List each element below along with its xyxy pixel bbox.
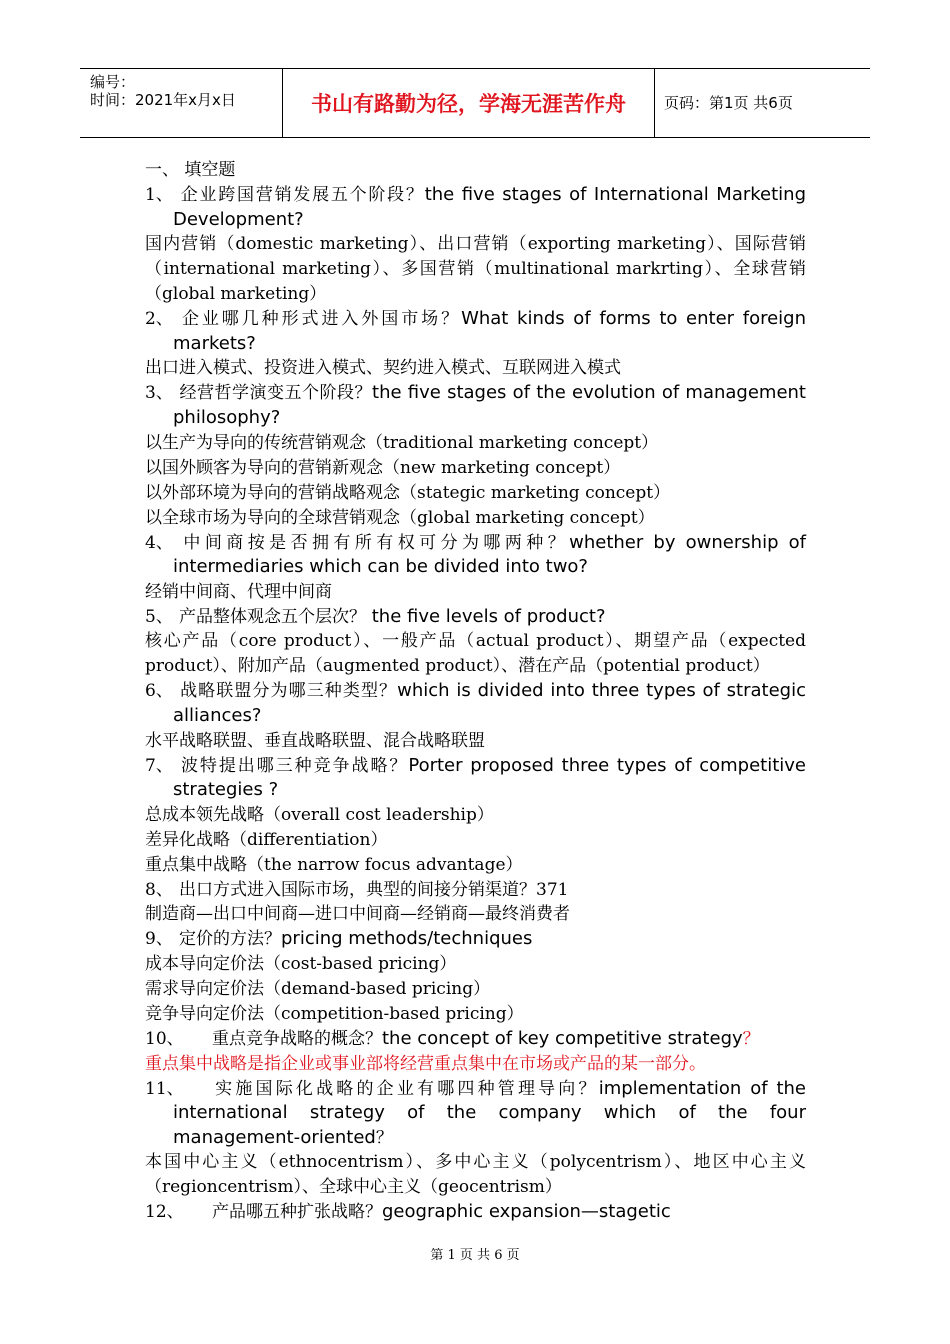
question-text-cn: 波特提出哪三种竞争战略？ (179, 755, 409, 776)
time-label: 时间：2021年x月x日 (90, 91, 236, 109)
page-footer: 第 1 页 共 6 页 (430, 1248, 520, 1263)
question-number: 6、 (145, 681, 173, 702)
answer-line: 重点集中战略是指企业或事业部将经营重点集中在市场或产品的某一部分。 (145, 1053, 706, 1074)
answer-line: 经销中间商、代理中间商 (145, 581, 332, 602)
question-number: 10、 (145, 1028, 184, 1049)
question-item (145, 1027, 806, 1052)
answer-line: 以外部环境为导向的营销战略观念（stategic marketing concept） (145, 482, 671, 503)
serial-label: 编号： (90, 73, 136, 91)
question-item (145, 605, 806, 630)
page-label: 页码：第1页 共6页 (664, 94, 793, 112)
question-text-en: the five stages of the evolution of management philosophy? (173, 382, 806, 428)
question-item (145, 381, 806, 430)
answer-line: 差异化战略（differentiation） (145, 829, 388, 850)
question-item (145, 531, 806, 580)
question-number: 11、 (145, 1078, 184, 1099)
question-item (145, 1200, 806, 1225)
question-item (145, 878, 806, 903)
question-list (145, 183, 806, 1225)
question-text-en: Porter proposed three types of competitive strategies ? (173, 754, 807, 801)
question-text-cn: 中间商按是否拥有所有权可分为哪两种？ (179, 532, 570, 553)
header-page-cell (655, 69, 870, 137)
question-number: 8、 (145, 879, 173, 900)
question-text-en: What kinds of forms to enter foreign markets? (173, 308, 806, 354)
question-number: 3、 (145, 383, 173, 404)
question-text-cn: 定价的方法？ (179, 929, 281, 950)
question-text-en: the five levels of product? (366, 605, 606, 627)
answer-line: 竞争导向定价法（competition-based pricing） (145, 1003, 524, 1024)
answer-line: 本国中心主义（ethnocentrism）、多中心主义（polycentrism）、地区中心主义（regioncentrism）、全球中心主义（geocentrism） (145, 1152, 806, 1198)
answer-line: 以国外顾客为导向的营销新观念（new marketing concept） (145, 457, 621, 478)
question-number: 4、 (145, 532, 173, 553)
question-text-en: which is divided into three types of strategic alliances? (173, 680, 807, 726)
question-text-cn: 产品哪五种扩张战略？ (212, 1202, 382, 1223)
answer-line: 国内营销（domestic marketing）、出口营销（exporting marketing）、国际营销（international marketing）、多国营销（multinational markrting）、全球营销（global marketing） (145, 234, 806, 305)
question-text-cn: 企业哪几种形式进入外国市场？ (179, 309, 462, 330)
question-text-cn: 经营哲学演变五个阶段？ (179, 383, 373, 404)
answer-line: 总成本领先战略（overall cost leadership） (145, 804, 494, 825)
question-item (145, 754, 806, 803)
answer-line: 水平战略联盟、垂直战略联盟、混合战略联盟 (145, 730, 485, 751)
question-number: 9、 (145, 929, 173, 950)
question-text-en: the concept of key competitive strategy (382, 1027, 743, 1049)
question-tail: ？ (742, 1028, 760, 1049)
question-number: 12、 (145, 1202, 184, 1223)
question-text-cn: 重点竞争战略的概念？ (212, 1028, 382, 1049)
question-text-en: geographic expansion—stagetic (382, 1201, 671, 1223)
question-tail: ？ (375, 1127, 393, 1148)
question-text-cn: 出口方式进入国际市场，典型的间接分销渠道？371 (179, 879, 569, 900)
answer-line: 重点集中战略（the narrow focus advantage） (145, 854, 523, 875)
question-number: 5、 (145, 606, 173, 627)
question-number: 7、 (145, 755, 173, 776)
question-text-cn: 战略联盟分为哪三种类型？ (179, 681, 398, 702)
section-title: 一、 填空题 (145, 160, 236, 180)
question-item (145, 307, 806, 356)
header-motto-cell (283, 69, 655, 137)
question-text-cn: 实施国际化战略的企业有哪四种管理导向？ (212, 1078, 599, 1099)
answer-line: 核心产品（core product）、一般产品（actual product）、期望产品（expected product）、附加产品（augmented product）、潜在产品（potential product） (145, 631, 806, 677)
question-item (145, 679, 806, 728)
header-meta-cell (80, 69, 283, 137)
question-item (145, 927, 806, 952)
question-number: 1、 (145, 185, 173, 205)
question-text-cn: 企业跨国营销发展五个阶段？ (179, 185, 425, 205)
answer-line: 制造商—出口中间商—进口中间商—经销商—最终消费者 (145, 904, 570, 925)
answer-line: 出口进入模式、投资进入模式、契约进入模式、互联网进入模式 (145, 358, 621, 379)
answer-line: 需求导向定价法（demand-based pricing） (145, 978, 491, 999)
answer-line: 成本导向定价法（cost-based pricing） (145, 953, 457, 974)
question-text-en: pricing methods/techniques (281, 928, 533, 950)
document-body (145, 158, 806, 1225)
question-text-en: whether by ownership of intermediaries which can be divided into two? (173, 531, 806, 578)
header-table (80, 68, 870, 138)
question-text-en: implementation of the international strategy of the company which of the four management-oriented (173, 1077, 807, 1148)
answer-line: 以生产为导向的传统营销观念（traditional marketing concept） (145, 432, 659, 453)
question-text-en: the five stages of International Marketing Development? (173, 184, 807, 230)
answer-line: 以全球市场为导向的全球营销观念（global marketing concept） (145, 507, 655, 528)
question-number: 2、 (145, 309, 173, 330)
motto: 书山有路勤为径，学海无涯苦作舟 (311, 92, 626, 116)
question-item (145, 1077, 806, 1151)
question-item (145, 183, 806, 232)
question-text-cn: 产品整体观念五个层次？ (179, 606, 366, 627)
